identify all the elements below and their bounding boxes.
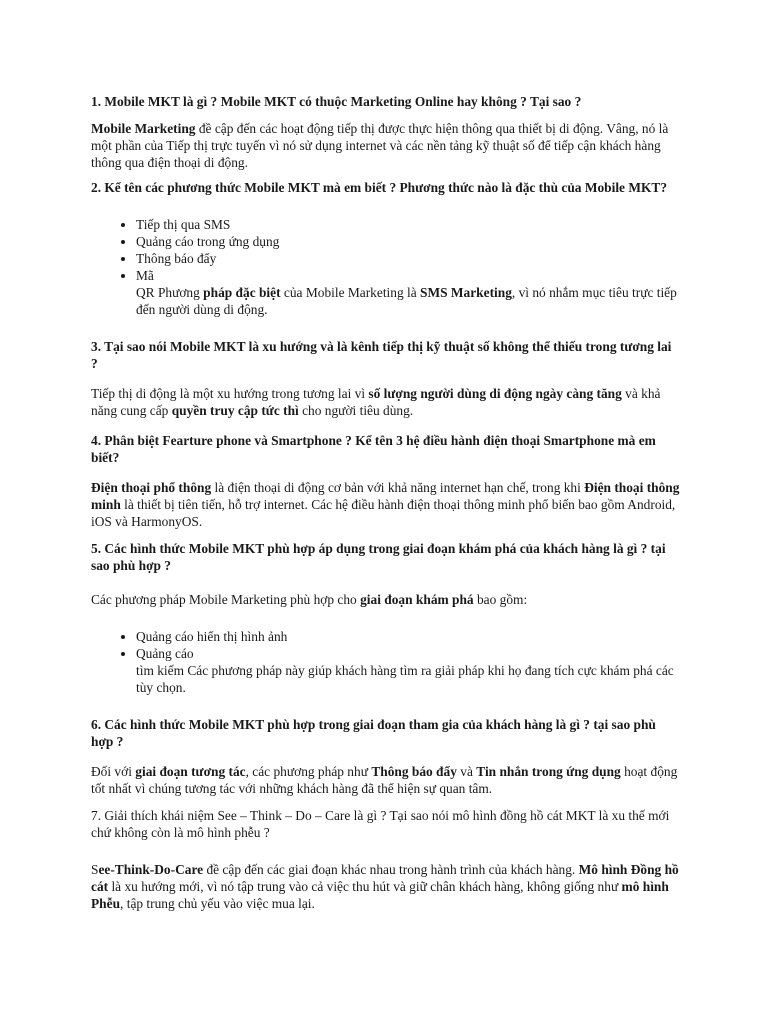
answer-2-bold-1: pháp đặc biệt: [203, 285, 281, 300]
answer-5-bold-1: giai đoạn khám phá: [360, 592, 474, 607]
answer-7-bold-3: mô hình Phễu: [91, 879, 669, 911]
list-item: • Quảng cáo hiển thị hình ảnh: [136, 628, 681, 645]
answer-5-text-2: bao gồm:: [473, 592, 528, 607]
answer-2-tail: [136, 284, 681, 318]
answer-3-text-1: Tiếp thị di động là một xu hướng trong tương lai vì: [91, 386, 369, 401]
list-item: [136, 267, 681, 318]
answer-7-text-2: là xu hướng mới, vì nó tập trung vào cả việc thu hút và giữ chân khách hàng, không giống như: [108, 879, 622, 894]
answer-6-bold-2: Thông báo đẩy: [371, 764, 457, 779]
answer-7-text-0: S: [91, 862, 99, 877]
answer-4-bold-2: Điện thoại thông minh: [91, 480, 680, 512]
answer-3-bold-2: quyền truy cập tức thì: [171, 403, 299, 418]
question-4: 4. Phân biệt Fearture phone và Smartphone ? Kể tên 3 hệ điều hành điện thoại Smartphone mà em biết?: [91, 433, 656, 465]
answer-2-text-2: của Mobile Marketing là: [280, 285, 421, 300]
question-6: 6. Các hình thức Mobile MKT phù hợp trong giai đoạn tham gia của khách hàng là gì ? tại sao phù hợp ?: [91, 717, 656, 749]
answer-6-bold-3: Tin nhắn trong ứng dụng: [476, 764, 621, 779]
answer-7-text-3: , tập trung chủ yếu vào việc mua lại.: [120, 896, 315, 911]
answer-5-text-1: Các phương pháp Mobile Marketing phù hợp cho: [91, 592, 361, 607]
question-5: 5. Các hình thức Mobile MKT phù hợp áp dụng trong giai đoạn khám phá của khách hàng là gì ? tại sao phù hợp ?: [91, 541, 666, 573]
answer-5-tail: tìm kiếm Các phương pháp này giúp khách hàng tìm ra giải pháp khi họ đang tích cực khám phá các tùy chọn.: [136, 663, 674, 695]
list-item: • Tiếp thị qua SMS: [136, 216, 681, 233]
answer-6-bold-1: giai đoạn tương tác: [135, 764, 246, 779]
answer-1-bold-1: Mobile Marketing: [91, 121, 196, 136]
answer-1-text-1: đề cập đến các hoạt động tiếp thị được thực hiện thông qua thiết bị di động. Vâng, nó là một phần của Tiếp thị trực tuyến vì nó sử dụng internet và các nền tảng kỹ thuật số để tiếp cận khách hàng thông qua điện thoại di động.: [91, 121, 669, 170]
answer-2-text-3: , vì nó nhắm mục tiêu trực tiếp đến người dùng di động.: [136, 285, 677, 317]
question-1: 1. Mobile MKT là gì ? Mobile MKT có thuộc Marketing Online hay không ? Tại sao ?: [91, 94, 582, 109]
answer-5-intro: [91, 591, 681, 608]
answer-4-text-2: là thiết bị tiên tiến, hỗ trợ internet. Các hệ điều hành điện thoại thông minh phổ biến bao gồm Android, iOS và HarmonyOS.: [91, 497, 676, 529]
document-page: [91, 93, 681, 912]
answer-3-bold-1: số lượng người dùng di động ngày càng tăng: [368, 386, 622, 401]
answer-2-bold-2: SMS Marketing: [420, 285, 512, 300]
answer-4: [91, 479, 681, 530]
list-item: • Thông báo đẩy: [136, 250, 681, 267]
answer-6-text-2: , các phương pháp như: [245, 764, 372, 779]
answer-6-text-4: hoạt động tốt nhất vì chúng tương tác với những khách hàng đã thể hiện sự quan tâm.: [91, 764, 678, 796]
answer-4-text-1: là điện thoại di động cơ bản với khả năng internet hạn chế, trong khi: [211, 480, 585, 495]
answer-4-bold-1: Điện thoại phổ thông: [91, 480, 212, 495]
list-item: [136, 645, 681, 696]
answer-7-bold-1: ee-Think-Do-Care: [98, 862, 204, 877]
question-3: 3. Tại sao nói Mobile MKT là xu hướng và là kênh tiếp thị kỹ thuật số không thể thiếu trong tương lai ?: [91, 339, 672, 371]
answer-7-text-1: đề cập đến các giai đoạn khác nhau trong hành trình của khách hàng.: [203, 862, 579, 877]
question-7: 7. Giải thích khái niệm See – Think – Do – Care là gì ? Tại sao nói mô hình đồng hồ cát MKT là xu thế mới chứ không còn là mô hình phễu ?: [91, 808, 670, 840]
answer-5-list: [91, 628, 681, 696]
answer-2-list: [91, 216, 681, 318]
answer-3-text-3: cho người tiêu dùng.: [298, 403, 414, 418]
list-item: • Quảng cáo trong ứng dụng: [136, 233, 681, 250]
answer-7-bold-2: Mô hình Đồng hồ cát: [91, 862, 679, 894]
answer-6: [91, 763, 681, 797]
answer-1: [91, 120, 681, 171]
answer-6-text-1: Đối với: [91, 764, 136, 779]
answer-2-text-1: QR Phương: [136, 285, 204, 300]
answer-7: [91, 861, 681, 912]
list-item-text: Quảng cáo: [136, 646, 194, 661]
answer-3: [91, 385, 681, 419]
question-2: 2. Kể tên các phương thức Mobile MKT mà em biết ? Phương thức nào là đặc thù của Mobile MKT?: [91, 180, 668, 195]
answer-6-text-3: và: [456, 764, 477, 779]
answer-3-text-2: và khả năng cung cấp: [91, 386, 661, 418]
list-item-text: Mã: [136, 268, 154, 283]
